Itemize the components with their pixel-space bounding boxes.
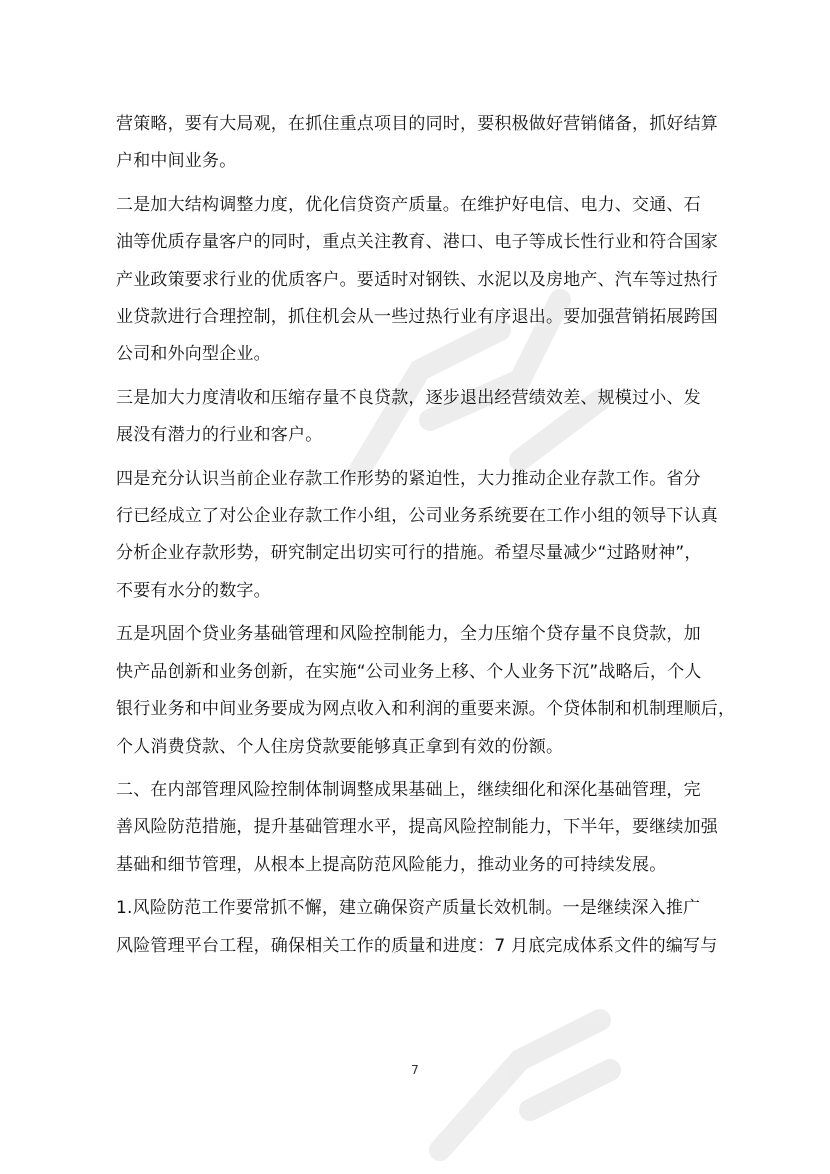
text-line: 营策略，要有大局观，在抓住重点项目的同时，要积极做好营销储备，抓好结算 <box>116 114 718 134</box>
paragraph <box>116 890 716 965</box>
text-line: 风险管理平台工程，确保相关工作的质量和进度：7 月底完成体系文件的编写与 <box>116 935 718 956</box>
paragraph <box>116 380 716 455</box>
text-line: 业贷款进行合理控制，抓住机会从一些过热行业有序退出。要加强营销拓展跨国 <box>116 307 718 328</box>
text-line: 户和中间业务。 <box>116 151 237 172</box>
text-line: 银行业务和中间业务要成为网点收入和利润的重要来源。个贷体制和机制理顺后， <box>116 699 736 720</box>
paragraph <box>116 772 716 884</box>
paragraph <box>116 461 716 611</box>
paragraph <box>116 616 736 766</box>
text-line: 展没有潜力的行业和客户。 <box>116 425 323 446</box>
page-number: 7 <box>411 1063 419 1077</box>
paragraph <box>116 106 716 181</box>
text-line: 二、在内部管理风险控制体制调整成果基础上，继续细化和深化基础管理，完 <box>116 779 701 800</box>
text-line: 油等优质存量客户的同时，重点关注教育、港口、电子等成长性行业和符合国家 <box>116 232 718 253</box>
text-line: 三是加大力度清收和压缩存量不良贷款，逐步退出经营绩效差、规模过小、发 <box>116 387 701 408</box>
text-line: 产业政策要求行业的优质客户。要适时对钢铁、水泥以及房地产、汽车等过热行 <box>116 269 718 290</box>
text-line: 善风险防范措施，提升基础管理水平，提高风险控制能力，下半年，要继续加强 <box>116 817 718 838</box>
text-line: 分析企业存款形势，研究制定出切实可行的措施。希望尽量减少“过路财神”， <box>116 543 702 564</box>
text-line: 基础和细节管理，从根本上提高防范风险能力，推动业务的可持续发展。 <box>116 854 667 875</box>
text-line: 二是加大结构调整力度，优化信贷资产质量。在维护好电信、电力、交通、石 <box>116 194 701 215</box>
text-line: 行已经成立了对公企业存款工作小组，公司业务系统要在工作小组的领导下认真 <box>116 506 718 527</box>
text-line: 不要有水分的数字。 <box>116 580 271 601</box>
text-line: 1.风险防范工作要常抓不懈，建立确保资产质量长效机制。一是继续深入推广 <box>116 898 701 919</box>
text-line: 快产品创新和业务创新，在实施“公司业务上移、个人业务下沉”战略后，个人 <box>116 661 702 682</box>
text-line: 个人消费贷款、个人住房贷款要能够真正拿到有效的份额。 <box>116 736 564 757</box>
text-line: 公司和外向型企业。 <box>116 344 271 365</box>
text-line: 五是巩固个贷业务基础管理和风险控制能力，全力压缩个贷存量不良贷款，加 <box>116 624 701 645</box>
paragraph <box>116 187 716 374</box>
body-text <box>116 106 736 971</box>
text-line: 四是充分认识当前企业存款工作形势的紧迫性，大力推动企业存款工作。省分 <box>116 468 701 489</box>
